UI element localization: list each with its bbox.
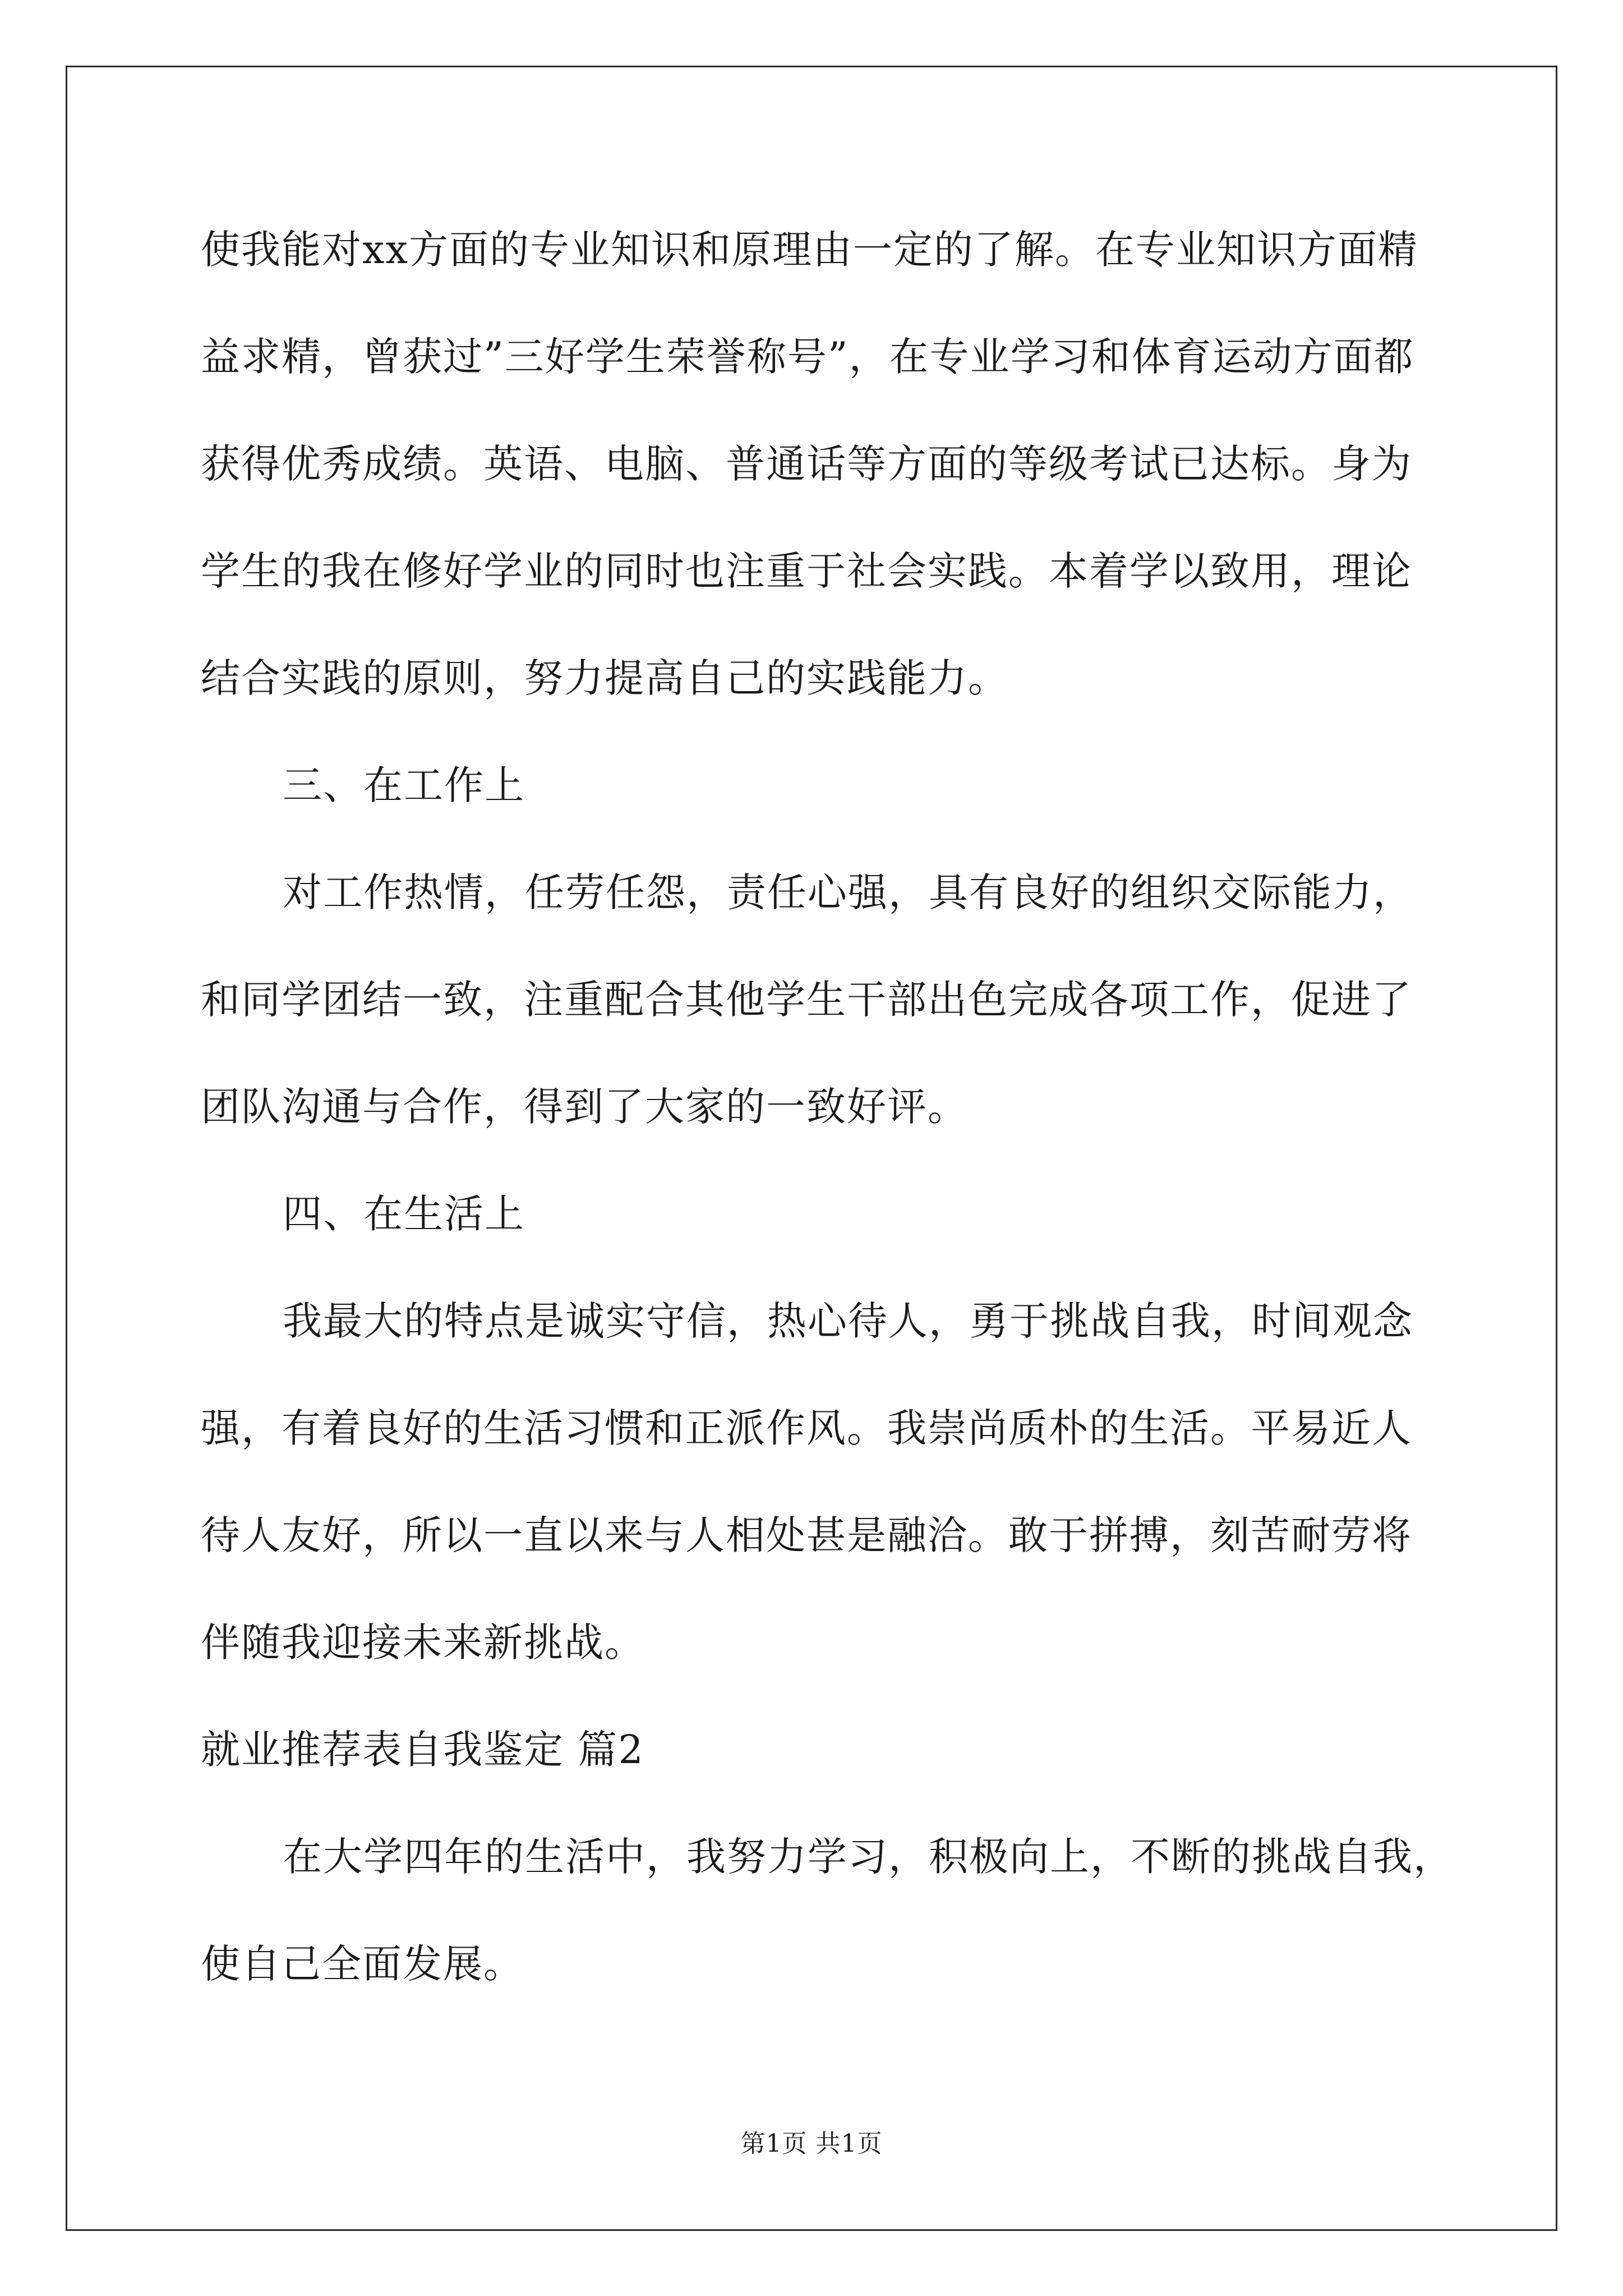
page-footer: 第1页 共1页 [740,2129,883,2158]
paragraph-line: 对工作热情，任劳任怨，责任心强，具有良好的组织交际能力， [283,869,1413,915]
article-title: 就业推荐表自我鉴定 篇2 [201,1727,644,1773]
paragraph-line: 和同学团结一致，注重配合其他学生干部出色完成各项工作，促进了 [201,977,1412,1023]
section-heading-work: 三、在工作上 [283,762,525,808]
paragraph-line: 益求精，曾获过”三好学生荣誉称号”，在专业学习和体育运动方面都 [201,334,1414,380]
paragraph-line: 强，有着良好的生活习惯和正派作风。我崇尚质朴的生活。平易近人 [201,1405,1412,1451]
paragraph-line: 学生的我在修好学业的同时也注重于社会实践。本着学以致用，理论 [201,548,1412,594]
paragraph-line: 结合实践的原则，努力提高自己的实践能力。 [201,655,1008,701]
paragraph-line: 我最大的特点是诚实守信，热心待人，勇于挑战自我，时间观念 [283,1298,1413,1344]
paragraph-line: 在大学四年的生活中，我努力学习，积极向上，不断的挑战自我， [283,1834,1454,1880]
paragraph-line: 团队沟通与合作，得到了大家的一致好评。 [201,1084,968,1130]
paragraph-line: 伴随我迎接未来新挑战。 [201,1619,645,1665]
document-body [201,196,1463,2018]
paragraph-line: 待人友好，所以一直以来与人相处甚是融洽。敢于拼搏，刻苦耐劳将 [201,1512,1412,1558]
paragraph-line: 使我能对xx方面的专业知识和原理由一定的了解。在专业知识方面精 [201,227,1418,273]
section-heading-life: 四、在生活上 [283,1191,525,1237]
paragraph-line: 获得优秀成绩。英语、电脑、普通话等方面的等级考试已达标。身为 [201,441,1412,487]
paragraph-line: 使自己全面发展。 [201,1941,524,1987]
